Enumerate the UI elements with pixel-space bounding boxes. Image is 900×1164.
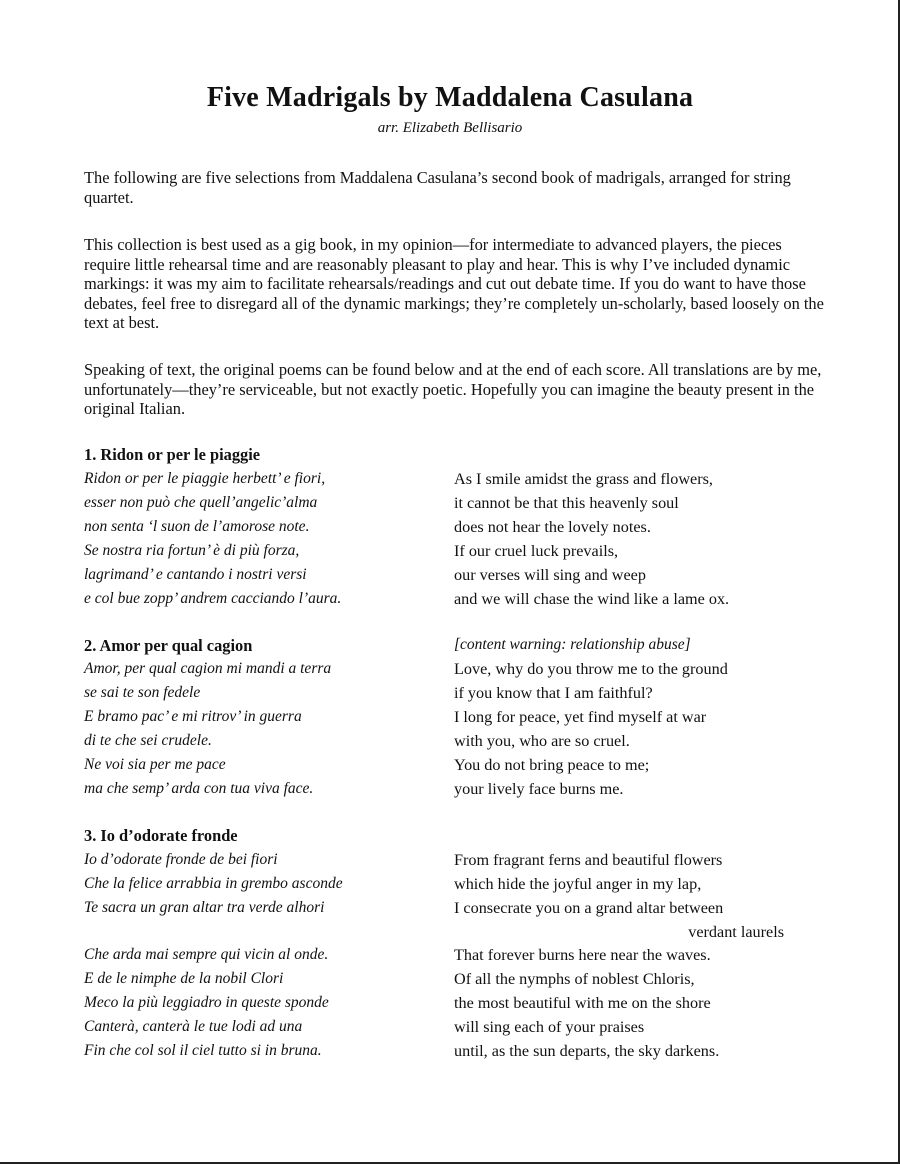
poem-line: esser non può che quell’angelic’alma	[84, 494, 318, 511]
document-subtitle: arr. Elizabeth Bellisario	[377, 120, 523, 136]
poem-line: Ne voi sia per me pace	[84, 756, 226, 773]
madrigal-3-heading: 3. Io d’odorate fronde	[84, 826, 238, 845]
madrigal-2-heading: 2. Amor per qual cagion	[84, 636, 253, 655]
poem-line: lagrimand’ e cantando i nostri versi	[84, 566, 307, 583]
translation-line: That forever burns here near the waves.	[454, 946, 711, 964]
content-warning: [content warning: relationship abuse]	[454, 636, 691, 653]
poem-line: Te sacra un gran altar tra verde alhori	[84, 899, 325, 916]
translation-line: verdant laurels	[688, 923, 784, 941]
translation-line: does not hear the lovely notes.	[454, 518, 651, 536]
poem-line: ma che semp’ arda con tua viva face.	[84, 780, 314, 797]
translation-line: If our cruel luck prevails,	[454, 542, 619, 560]
document-title: Five Madrigals by Maddalena Casulana	[206, 82, 694, 113]
poem-line: E de le nimphe de la nobil Clori	[84, 970, 284, 987]
translation-line: Of all the nymphs of noblest Chloris,	[454, 970, 695, 988]
poem-line: Canterà, canterà le tue lodi ad una	[84, 1018, 303, 1035]
intro-paragraph-2: This collection is best used as a gig book, in my opinion—for intermediate to advanced players, the pieces require little rehearsal time and are reasonably pleasant to play and hear. This is why I’ve included dynamic markings: it was my aim to facilitate rehearsals/readings and cut out debate time. If you do want to have those debates, feel free to disregard all of the dynamic markings; they’re completely un-scholarly, based loosely on the text at best.	[84, 235, 824, 332]
madrigal-3-italian-stanza-1	[84, 848, 343, 920]
madrigal-2-english	[454, 657, 728, 801]
translation-line: As I smile amidst the grass and flowers,	[454, 470, 713, 488]
poem-line: Fin che col sol il ciel tutto si in bruna.	[84, 1042, 322, 1059]
poem-line: Io d’odorate fronde de bei fiori	[84, 851, 278, 868]
translation-line: I consecrate you on a grand altar between	[454, 899, 724, 917]
madrigal-3-italian-stanza-2	[84, 943, 329, 1063]
translation-line: will sing each of your praises	[454, 1018, 645, 1036]
madrigal-2-italian	[84, 657, 331, 801]
translation-line: if you know that I am faithful?	[454, 684, 653, 702]
translation-line: until, as the sun departs, the sky darkens.	[454, 1042, 720, 1060]
poem-line: Se nostra ria fortun’ è di più forza,	[84, 542, 300, 559]
translation-line: Love, why do you throw me to the ground	[454, 660, 728, 678]
madrigal-1-english	[454, 467, 729, 611]
madrigal-1-italian	[84, 467, 341, 611]
translation-line: and we will chase the wind like a lame ox.	[454, 590, 730, 608]
poem-line: E bramo pac’ e mi ritrov’ in guerra	[84, 708, 302, 725]
madrigal-3-english-stanza-1	[454, 848, 784, 944]
translation-line: I long for peace, yet find myself at war	[454, 708, 707, 726]
poem-line: Ridon or per le piaggie herbett’ e fiori,	[84, 470, 326, 487]
poem-line: Meco la più leggiadro in queste sponde	[84, 994, 329, 1011]
poem-line: non senta ‘l suon de l’amorose note.	[84, 518, 310, 535]
translation-line: which hide the joyful anger in my lap,	[454, 875, 702, 893]
poem-line: e col bue zopp’ andrem cacciando l’aura.	[84, 590, 342, 607]
poem-line: Amor, per qual cagion mi mandi a terra	[84, 660, 332, 677]
intro-paragraph-1: The following are five selections from Maddalena Casulana’s second book of madrigals, arranged for string quartet.	[84, 168, 791, 207]
madrigal-3-english-stanza-2	[454, 943, 719, 1063]
translation-line: your lively face burns me.	[454, 780, 624, 798]
poem-line: se sai te son fedele	[84, 684, 201, 701]
poem-line: di te che sei crudele.	[84, 732, 212, 749]
intro-paragraph-3: Speaking of text, the original poems can be found below and at the end of each score. All translations are by me, unfortunately—they’re serviceable, but not exactly poetic. Hopefully you can imagine the beauty present in the original Italian.	[84, 360, 822, 418]
translation-line: it cannot be that this heavenly soul	[454, 494, 679, 512]
poem-line: Che arda mai sempre qui vicin al onde.	[84, 946, 329, 963]
translation-line: From fragrant ferns and beautiful flowers	[454, 851, 723, 869]
translation-line: You do not bring peace to me;	[454, 756, 650, 774]
poem-line: Che la felice arrabbia in grembo asconde	[84, 875, 343, 892]
madrigal-1-heading: 1. Ridon or per le piaggie	[84, 445, 261, 464]
translation-line: our verses will sing and weep	[454, 566, 646, 584]
translation-line: the most beautiful with me on the shore	[454, 994, 711, 1012]
translation-line: with you, who are so cruel.	[454, 732, 630, 750]
